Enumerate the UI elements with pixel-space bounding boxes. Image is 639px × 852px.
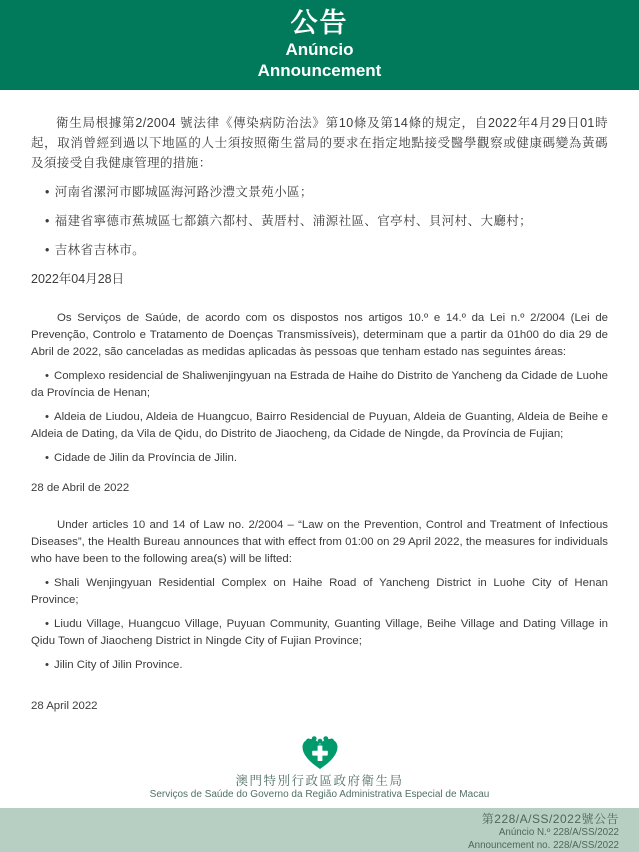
portuguese-date: 28 de Abril de 2022 [31, 482, 130, 494]
english-bullet-text: Liudu Village, Huangcuo Village, Puyuan Community, Guanting Village, Beihe Village and Dating Village in Qidu Town of Jiaocheng District in Ningde City of Fujian Province; [31, 618, 608, 647]
portuguese-bullet-item [31, 409, 608, 443]
portuguese-bullet-text: Aldeia de Liudou, Aldeia de Huangcuo, Bairro Residencial de Puyuan, Aldeia de Guanting, Aldeia de Beihe e Aldeia de Dating, da Vila de Qidu, do Distrito de Jiaocheng, da Cidade de Ningde, da Província de Fujian; [31, 411, 608, 440]
english-bullet-text: Shali Wenjingyuan Residential Complex on Haihe Road of Yancheng District in Luohe City of Henan Province; [31, 577, 608, 606]
chinese-bullet-item [31, 211, 608, 231]
announcement-number-zh: 第228/A/SS/2022號公告 [481, 812, 619, 826]
chinese-bullet-item [31, 240, 608, 260]
bullet-icon: • [45, 185, 50, 199]
bullet-icon: • [45, 214, 50, 228]
english-bullet-item [31, 575, 608, 609]
bullet-icon: • [45, 659, 49, 671]
announcement-number-en: Announcement no. 228/A/SS/2022 [468, 839, 619, 851]
english-paragraph: Under articles 10 and 14 of Law no. 2/2004 – “Law on the Prevention, Control and Treatment of Infectious Diseases”, the Health Bureau announces that with effect from 01:00 on 29 April 2022, the measures for individuals who have been to the following area(s) will be lifted: [31, 519, 608, 565]
bullet-icon: • [45, 243, 50, 257]
announcement-body [0, 90, 639, 715]
chinese-bullet-text: 吉林省吉林市。 [54, 243, 146, 257]
chinese-bullet-item [31, 182, 608, 202]
issuer-name-pt: Serviços de Saúde do Governo da Região Administrativa Especial de Macau [149, 789, 490, 800]
portuguese-paragraph: Os Serviços de Saúde, de acordo com os dispostos nos artigos 10.º e 14.º da Lei n.º 2/2004 (Lei de Prevenção, Controlo e Tratamento de Doenças Transmissíveis), determinam que a partir da 01h00 do dia 29 de Abril de 2022, são canceladas as medidas aplicadas às pessoas que tenham estado nas seguintes áreas: [31, 312, 608, 358]
page-title-en: Announcement [257, 61, 382, 80]
section-chinese [31, 113, 608, 289]
announcement-number-pt: Anúncio N.º 228/A/SS/2022 [498, 827, 619, 838]
english-bullet-item [31, 616, 608, 650]
bullet-icon: • [45, 411, 49, 423]
english-date: 28 April 2022 [31, 700, 98, 712]
page-title-zh: 公告 [290, 8, 349, 38]
chinese-bullet-text: 福建省寧德市蕉城區七都鎮六都村、黃厝村、浦源社區、官亭村、貝河村、大廳村； [54, 214, 533, 228]
health-bureau-heart-logo-icon [0, 736, 639, 772]
page-title-pt: Anúncio [285, 40, 354, 59]
bullet-icon: • [45, 452, 49, 464]
bullet-icon: • [45, 370, 49, 382]
english-bullet-text: Jilin City of Jilin Province. [54, 659, 183, 671]
bullet-icon: • [45, 577, 49, 589]
portuguese-bullet-item [31, 450, 608, 467]
issuer-footer [0, 736, 639, 808]
chinese-date: 2022年04月28日 [31, 272, 125, 286]
chinese-bullet-text: 河南省漯河市郾城區海河路沙澧文景苑小區； [54, 185, 313, 199]
portuguese-bullet-text: Complexo residencial de Shaliwenjingyuan na Estrada de Haihe do Distrito de Yancheng da Cidade de Luohe da Província de Henan; [31, 370, 608, 399]
chinese-paragraph: 衛生局根據第2/2004 號法律《傳染病防治法》第10條及第14條的規定，自2022年4月29日01時起，取消曾經到過以下地區的人士須按照衛生當局的要求在指定地點接受醫學觀察或健康碼變為黃碼及須接受自我健康管理的措施： [31, 116, 608, 170]
portuguese-bullet-text: Cidade de Jilin da Província de Jilin. [54, 452, 237, 464]
issuer-name-zh: 澳門特別行政區政府衛生局 [235, 774, 404, 788]
section-english [31, 517, 608, 715]
reference-number-band [0, 808, 639, 852]
section-portuguese [31, 310, 608, 497]
english-bullet-item [31, 657, 608, 674]
bullet-icon: • [45, 618, 49, 630]
portuguese-bullet-item [31, 368, 608, 402]
header-banner [0, 0, 639, 90]
